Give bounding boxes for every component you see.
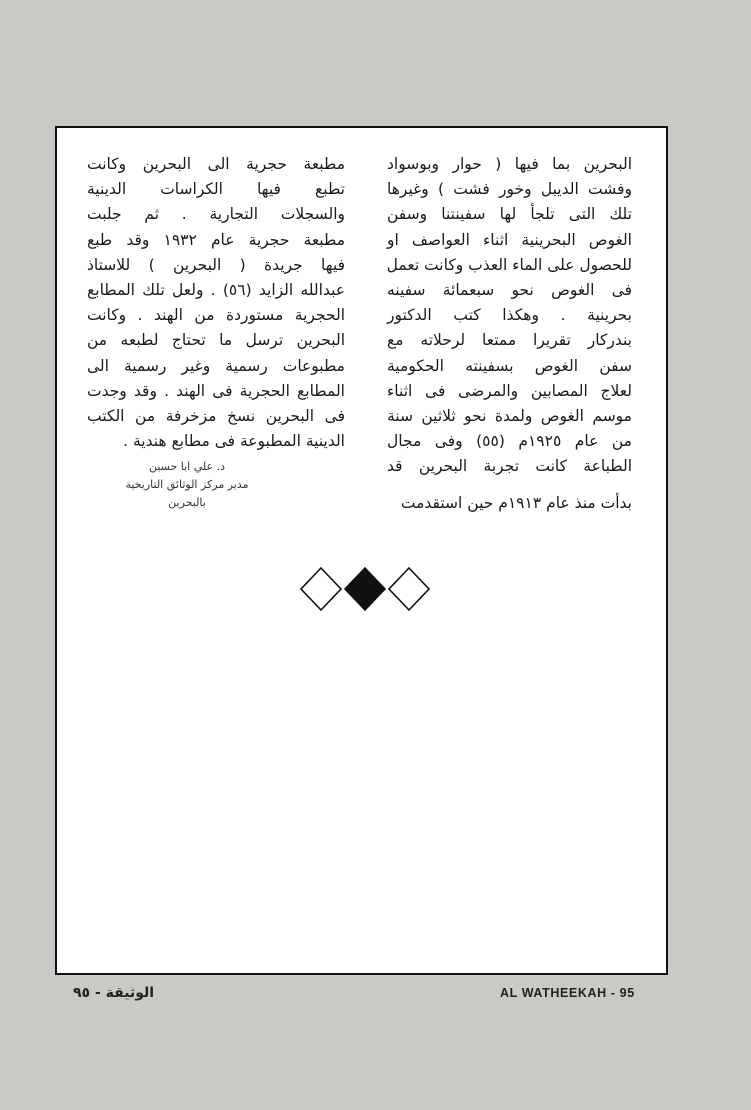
right-text-column	[387, 152, 632, 480]
left-text-column	[87, 152, 345, 454]
text-line: للحصول على الماء العذب وكانت تعمل	[386, 255, 632, 274]
text-line: تطبع فيها الكراسات الدينية	[87, 180, 345, 199]
text-line: من عام ١٩٢٥م (٥٥) وفى مجال	[387, 432, 632, 451]
right-column-continuation: بدأت منذ عام ١٩١٣م حين استقدمت	[400, 494, 632, 512]
text-line: الحجرية مستوردة من الهند . وكانت	[87, 306, 345, 325]
text-line: البحرين ترسل ما تحتاج لطبعه من	[87, 331, 345, 350]
page-frame	[55, 126, 668, 975]
text-line: فيها جريدة ( البحرين ) للاستاذ	[87, 255, 345, 274]
text-line: المطابع الحجرية فى الهند . وقد وجدت	[87, 381, 345, 400]
text-line: سفن الغوص بسفينته الحكومية	[387, 356, 632, 375]
author-signature	[87, 458, 287, 512]
text-line: عبدالله الزايد (٥٦) . ولعل تلك المطابع	[87, 281, 346, 300]
text-line: والسجلات التجارية . ثم جلبت	[87, 205, 345, 224]
text-line: لعلاج المصابين والمرضى فى اثناء	[387, 381, 632, 400]
text-line: وفشت الديبل وخور فشت ) وغيرها	[387, 180, 632, 199]
text-line: البحرين بما فيها ( حوار وبوسواد	[387, 155, 632, 173]
diamond-ornament-icon	[300, 566, 430, 612]
text-line: فى البحرين نسخ مزخرفة من الكتب	[87, 407, 345, 426]
text-line: تلك التى تلجأ لها سفينتنا وسفن	[387, 205, 632, 224]
author-title: مدير مركز الوثائق التاريخية	[125, 478, 249, 491]
text-line: بندركار تقريرا ممتعا لرحلاته مع	[387, 331, 632, 350]
text-line: الطباعة كانت تجربة البحرين قد	[387, 457, 632, 476]
text-line: موسم الغوص ولمدة نحو ثلاثين سنة	[387, 407, 632, 426]
text-line: بحرينية . وهكذا كتب الدكتور	[387, 306, 632, 325]
text-line: الدينية المطبوعة فى مطابع هندية .	[123, 432, 345, 451]
text-line: الغوص البحرينية اثناء العواصف او	[387, 230, 632, 249]
text-line: فى الغوص نحو سبعمائة سفينه	[387, 281, 632, 300]
author-name: د. علي ابا حسين	[148, 460, 226, 473]
author-place: بالبحرين	[168, 496, 206, 509]
footer-english-page-label: AL WATHEEKAH - 95	[500, 986, 635, 1000]
footer-arabic-page-label: الوثيقة - ٩٥	[73, 985, 155, 1001]
text-line: مطبوعات رسمية وغير رسمية الى	[87, 356, 345, 375]
text-line: مطبعة حجرية الى البحرين وكانت	[87, 155, 345, 173]
text-line: مطبعة حجرية عام ١٩٣٢ وقد طبع	[87, 230, 345, 249]
